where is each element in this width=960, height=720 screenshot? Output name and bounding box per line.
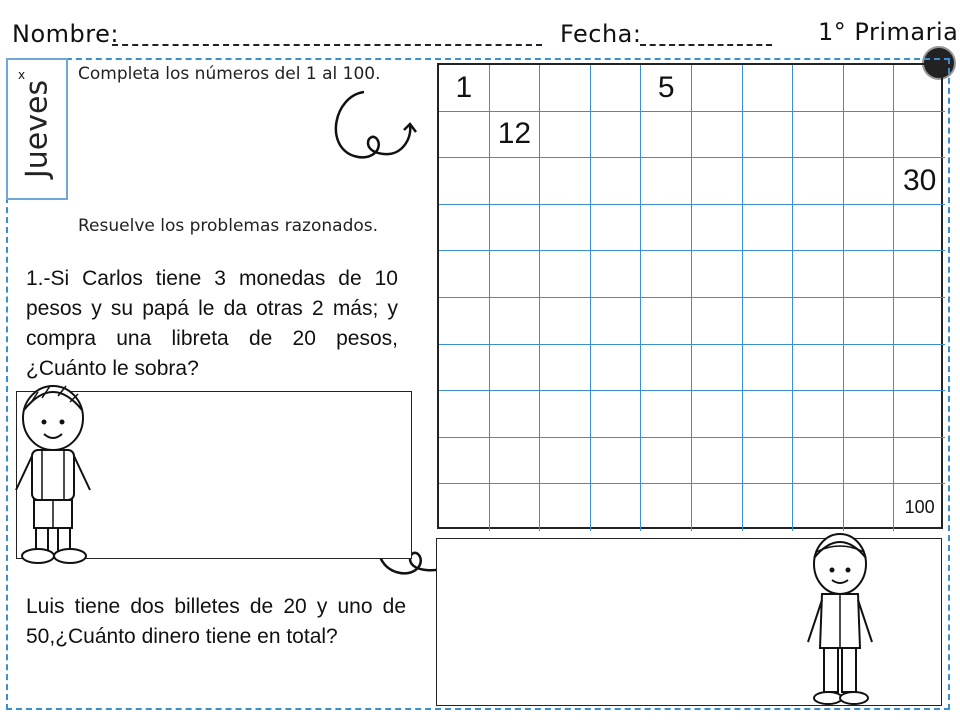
grid-cell-blank[interactable] bbox=[439, 158, 490, 205]
grid-cell-blank[interactable] bbox=[641, 391, 692, 438]
grid-cell-blank[interactable] bbox=[591, 345, 642, 392]
number-grid bbox=[437, 63, 943, 529]
grid-cell-blank[interactable] bbox=[692, 205, 743, 252]
day-mark: x bbox=[18, 68, 26, 82]
grid-cell-blank[interactable] bbox=[490, 205, 541, 252]
name-field[interactable] bbox=[112, 22, 542, 46]
grid-cell-blank[interactable] bbox=[641, 158, 692, 205]
grid-cell-prefilled: 5 bbox=[641, 65, 692, 112]
grid-cell-blank[interactable] bbox=[793, 484, 844, 531]
grid-cell-blank[interactable] bbox=[743, 158, 794, 205]
grid-cell-blank[interactable] bbox=[641, 345, 692, 392]
grid-cell-blank[interactable] bbox=[641, 484, 692, 531]
grid-cell-blank[interactable] bbox=[591, 438, 642, 485]
grid-cell-blank[interactable] bbox=[591, 112, 642, 159]
grid-cell-blank[interactable] bbox=[692, 484, 743, 531]
boy-illustration-icon bbox=[800, 530, 880, 714]
grid-cell-blank[interactable] bbox=[641, 112, 692, 159]
problems-instruction: Resuelve los problemas razonados. bbox=[78, 216, 379, 236]
grid-cell-prefilled: 100 bbox=[904, 497, 935, 518]
name-label: Nombre: bbox=[12, 20, 119, 48]
grid-cell-blank[interactable] bbox=[844, 205, 895, 252]
grid-cell-blank[interactable] bbox=[692, 345, 743, 392]
grid-cell-blank[interactable] bbox=[540, 205, 591, 252]
grid-cell-blank[interactable] bbox=[540, 65, 591, 112]
grid-cell-blank[interactable] bbox=[540, 391, 591, 438]
grid-cell-blank[interactable] bbox=[439, 391, 490, 438]
grid-cell-blank[interactable] bbox=[490, 158, 541, 205]
day-label: Jueves bbox=[19, 79, 55, 179]
grid-cell-blank[interactable] bbox=[692, 158, 743, 205]
grid-cell-blank[interactable] bbox=[692, 251, 743, 298]
grid-cell-blank[interactable] bbox=[490, 438, 541, 485]
date-field[interactable] bbox=[640, 22, 772, 46]
grid-cell-blank[interactable] bbox=[793, 112, 844, 159]
grid-cell-blank[interactable] bbox=[793, 205, 844, 252]
grid-cell-blank[interactable] bbox=[439, 251, 490, 298]
grid-cell-blank[interactable] bbox=[540, 112, 591, 159]
grid-cell-blank[interactable] bbox=[692, 438, 743, 485]
grid-cell-blank[interactable] bbox=[692, 298, 743, 345]
grid-cell-blank[interactable] bbox=[591, 391, 642, 438]
grid-cell-blank[interactable] bbox=[844, 298, 895, 345]
grid-cell-blank[interactable] bbox=[894, 65, 945, 112]
grid-cell-blank[interactable] bbox=[591, 65, 642, 112]
worksheet-header bbox=[0, 0, 960, 56]
number-grid-table bbox=[437, 63, 943, 529]
date-label: Fecha: bbox=[560, 20, 642, 48]
grid-cell-blank[interactable] bbox=[591, 484, 642, 531]
grid-cell-prefilled: 1 bbox=[439, 65, 490, 112]
grid-cell-blank[interactable] bbox=[793, 391, 844, 438]
grid-cell-blank[interactable] bbox=[743, 112, 794, 159]
grid-cell-blank[interactable] bbox=[844, 251, 895, 298]
grid-cell-blank[interactable] bbox=[540, 345, 591, 392]
grid-cell-blank[interactable] bbox=[793, 438, 844, 485]
grid-cell-blank[interactable] bbox=[540, 251, 591, 298]
grid-cell-blank[interactable] bbox=[591, 158, 642, 205]
grid-cell-blank[interactable] bbox=[490, 65, 541, 112]
grid-cell-blank[interactable] bbox=[844, 345, 895, 392]
grid-cell-blank[interactable] bbox=[540, 158, 591, 205]
grid-cell-blank[interactable] bbox=[641, 298, 692, 345]
grid-cell-blank[interactable] bbox=[490, 391, 541, 438]
grid-cell-blank[interactable] bbox=[692, 112, 743, 159]
grid-cell-prefilled: 30 bbox=[894, 158, 945, 205]
grid-cell-blank[interactable] bbox=[439, 205, 490, 252]
grid-cell-blank[interactable] bbox=[743, 391, 794, 438]
grid-cell-blank[interactable] bbox=[743, 205, 794, 252]
day-tab bbox=[6, 58, 68, 200]
numbers-instruction: Completa los números del 1 al 100. bbox=[78, 64, 381, 84]
grid-cell-blank[interactable] bbox=[793, 158, 844, 205]
grid-cell-blank[interactable] bbox=[894, 391, 945, 438]
grid-cell-blank[interactable] bbox=[743, 298, 794, 345]
grid-cell-blank[interactable] bbox=[439, 298, 490, 345]
grid-cell-blank[interactable] bbox=[793, 298, 844, 345]
grid-cell-blank[interactable] bbox=[743, 65, 794, 112]
grid-cell-blank[interactable] bbox=[540, 298, 591, 345]
grid-cell-blank[interactable] bbox=[743, 345, 794, 392]
grid-cell-blank[interactable] bbox=[894, 345, 945, 392]
grid-cell-blank[interactable] bbox=[894, 112, 945, 159]
grid-cell-blank[interactable] bbox=[439, 345, 490, 392]
grid-cell-blank[interactable] bbox=[894, 205, 945, 252]
grid-cell-blank[interactable] bbox=[439, 112, 490, 159]
grid-cell-blank[interactable] bbox=[844, 112, 895, 159]
grid-cell-blank[interactable] bbox=[641, 438, 692, 485]
grid-cell-blank[interactable] bbox=[540, 484, 591, 531]
grid-cell-blank[interactable] bbox=[439, 484, 490, 531]
grid-cell-blank[interactable] bbox=[490, 251, 541, 298]
grid-cell-blank[interactable] bbox=[591, 205, 642, 252]
grid-cell-blank[interactable] bbox=[844, 484, 895, 531]
boy-illustration-icon bbox=[8, 380, 98, 568]
grid-cell-blank[interactable] bbox=[743, 251, 794, 298]
grid-cell-blank[interactable] bbox=[844, 158, 895, 205]
grid-cell-blank[interactable] bbox=[591, 298, 642, 345]
grid-cell-blank[interactable] bbox=[844, 438, 895, 485]
grid-cell-blank[interactable] bbox=[641, 251, 692, 298]
grid-cell-blank[interactable] bbox=[793, 65, 844, 112]
grid-cell-blank[interactable] bbox=[641, 205, 692, 252]
grid-cell-blank[interactable] bbox=[490, 484, 541, 531]
grid-cell-blank[interactable] bbox=[844, 391, 895, 438]
grid-cell-blank[interactable] bbox=[793, 345, 844, 392]
grid-cell-blank[interactable] bbox=[490, 298, 541, 345]
grid-cell-blank[interactable] bbox=[793, 251, 844, 298]
grid-cell-blank[interactable] bbox=[844, 65, 895, 112]
curly-arrow-icon bbox=[324, 86, 424, 166]
grid-cell-blank[interactable] bbox=[894, 298, 945, 345]
grid-cell-blank[interactable] bbox=[894, 251, 945, 298]
grid-cell-blank[interactable] bbox=[439, 438, 490, 485]
grid-cell-blank[interactable] bbox=[692, 65, 743, 112]
problem-1-text: 1.-Si Carlos tiene 3 monedas de 10 pesos y su papá le da otras 2 más; y compra una libreta de 20 pesos, ¿Cuánto le sobra? bbox=[26, 267, 398, 380]
grade-label: 1° Primaria bbox=[818, 18, 959, 46]
grid-cell-prefilled: 12 bbox=[490, 112, 541, 159]
grid-cell-blank[interactable] bbox=[692, 391, 743, 438]
grid-cell-blank[interactable] bbox=[894, 438, 945, 485]
problem-2-text: Luis tiene dos billetes de 20 y uno de 50,¿Cuánto dinero tiene en total? bbox=[26, 595, 406, 648]
grid-cell-blank[interactable] bbox=[591, 251, 642, 298]
grid-cell-blank[interactable] bbox=[743, 484, 794, 531]
grid-cell-blank[interactable] bbox=[490, 345, 541, 392]
grid-cell-blank[interactable] bbox=[540, 438, 591, 485]
grid-cell-blank[interactable] bbox=[743, 438, 794, 485]
